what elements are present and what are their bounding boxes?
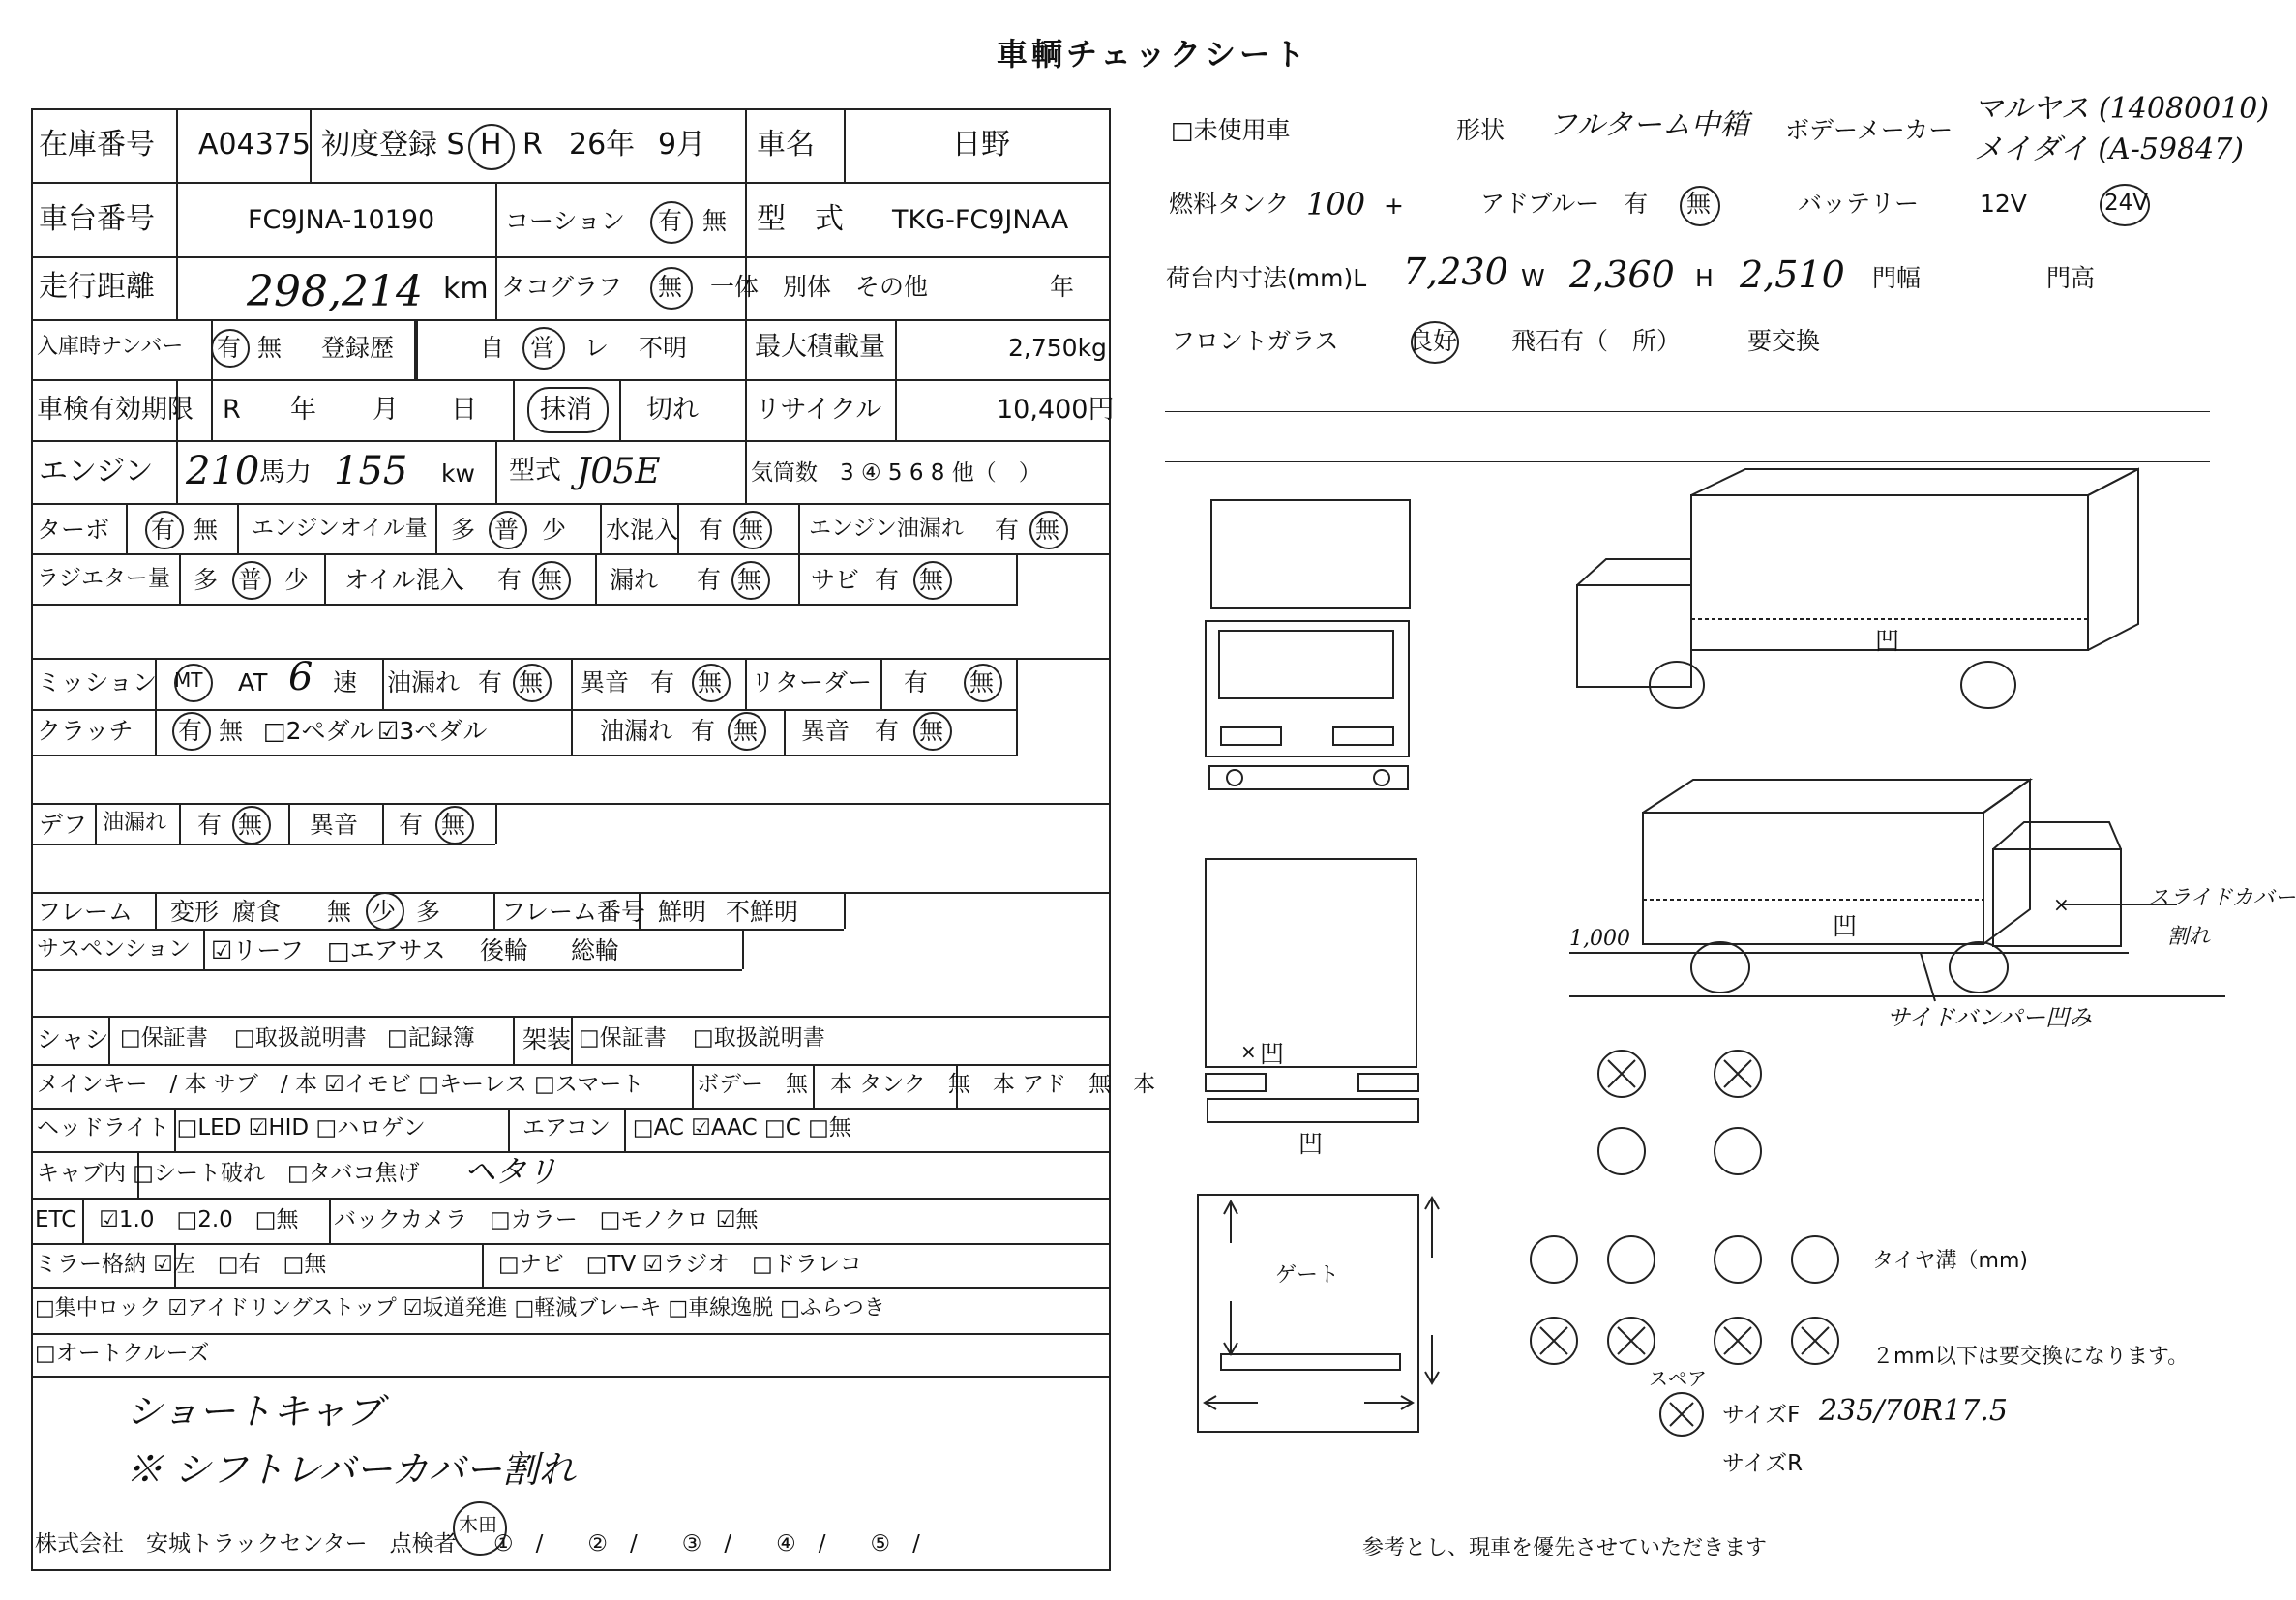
oil-mix-label: オイル混入 — [344, 566, 464, 594]
hp-value: 210 — [186, 449, 260, 493]
mileage: 298,214 — [247, 267, 423, 316]
mission-mt: MT — [174, 668, 203, 692]
leak-yes: 有 — [697, 566, 722, 594]
page-title: 車輌チェックシート — [997, 36, 1310, 73]
door-height: 門高 — [2046, 264, 2096, 292]
diff-noise-label: 異音 — [310, 811, 359, 839]
turbo-label: ターボ — [37, 516, 110, 544]
inspect-month: 月 — [373, 395, 399, 425]
tire-note: ２mm以下は要交換になります。 — [1872, 1345, 2190, 1369]
plate-yes: 有 — [217, 334, 242, 362]
checker-stamp: 木田 — [459, 1513, 497, 1536]
leak-label: 漏れ — [610, 566, 659, 594]
frame-label: フレーム — [37, 898, 134, 926]
susp-rear: 後輪 — [480, 936, 529, 964]
dim-h: 2,510 — [1740, 253, 1845, 296]
recycle-label: リサイクル — [755, 395, 882, 425]
headlight: ヘッドライト □LED ☑HID □ハロゲン — [37, 1115, 426, 1141]
coating-no: 無 — [702, 207, 728, 235]
water-mix-no: 無 — [739, 516, 764, 544]
diff-noise-yes: 有 — [399, 811, 424, 839]
plate-no: 無 — [257, 334, 283, 362]
windshield-good: 良好 — [1409, 327, 1458, 355]
radiator-more: 多 — [194, 566, 219, 594]
frame-no-clear: 鮮明 — [658, 898, 707, 926]
stock-no-label: 在庫番号 — [39, 128, 155, 162]
turbo-no: 無 — [194, 516, 219, 544]
first-reg-r: R — [522, 128, 543, 162]
eng-model-label: 型式 — [509, 456, 561, 486]
side-note-slide-cover: スライドカバー — [2148, 886, 2296, 910]
mission-speeds: 6 — [288, 655, 313, 699]
reg-hist-own: 自 — [480, 334, 505, 362]
dims-label: 荷台内寸法(mm)L — [1166, 264, 1367, 292]
model: TKG-FC9JNAA — [892, 205, 1069, 235]
mission-noise-label: 異音 — [581, 668, 630, 696]
frame-no-label: フレーム番号 — [501, 898, 646, 926]
clutch-leak-no: 無 — [733, 717, 759, 745]
size-f-label: サイズF — [1722, 1403, 1801, 1428]
kw-unit: kw — [441, 459, 475, 488]
first-reg-year: 26年 — [569, 128, 636, 162]
features: □集中ロック ☑アイドリングストップ ☑坂道発進 □軽減ブレーキ □車線逸脱 □ふらつき — [35, 1296, 885, 1320]
engine-leak-no: 無 — [1035, 516, 1060, 544]
clutch-noise-label: 異音 — [801, 717, 850, 745]
chassis-no: FC9JNA-10190 — [248, 205, 435, 235]
frame-none: 無 — [327, 898, 352, 926]
battery-label: バッテリー — [1798, 190, 1920, 218]
mission-leak-no: 無 — [519, 668, 544, 696]
first-reg-month: 9月 — [658, 128, 706, 162]
car-name: 日野 — [952, 128, 1010, 162]
coating-yes: 有 — [658, 207, 683, 235]
rust-label: サビ — [811, 566, 860, 594]
clutch-yes: 有 — [178, 717, 203, 745]
etc: ETC ☑1.0 □2.0 □無 — [35, 1207, 299, 1232]
oil-amount-normal: 普 — [494, 516, 520, 544]
body-maker-2: メイダイ (A-59847) — [1974, 133, 2244, 166]
body-doc-warranty: □保証書 — [579, 1025, 667, 1051]
battery-12v: 12V — [1980, 190, 2027, 218]
mission-label: ミッション — [37, 668, 158, 696]
dim-w: 2,360 — [1569, 253, 1675, 296]
chassis-doc-record: □記録簿 — [387, 1025, 475, 1051]
battery-24v: 24V — [2104, 191, 2149, 216]
retarder-no: 無 — [969, 668, 995, 696]
rust-no: 無 — [919, 566, 944, 594]
retarder-yes: 有 — [904, 668, 929, 696]
reg-hist-unknown: 不明 — [639, 334, 688, 362]
eng-model: J05E — [577, 452, 661, 491]
clutch-no: 無 — [219, 717, 244, 745]
dim-h-label: H — [1695, 264, 1714, 292]
size-f: 235/70R17.5 — [1819, 1394, 2008, 1428]
chassis-doc-label: シャシ — [37, 1025, 109, 1053]
reg-hist-label: 登録歴 — [321, 334, 395, 362]
engine-label: エンジン — [39, 455, 154, 489]
dent-mark-2: 凹 — [1833, 912, 1858, 940]
cylinders: 気筒数 3 ④ 5 6 8 他（ ） — [751, 460, 1041, 486]
frame-corrosion: 腐食 — [232, 898, 282, 926]
radiator-less: 少 — [284, 566, 310, 594]
engine-leak-label: エンジン油漏れ — [809, 516, 964, 541]
mission-speed-unit: 速 — [333, 668, 358, 696]
plate-label: 入庫時ナンバー — [37, 335, 184, 359]
coating-label: コーション — [505, 207, 626, 235]
bumper-note: サイドバンパー凹み — [1887, 1004, 2093, 1031]
clutch-noise-yes: 有 — [875, 717, 900, 745]
inspect-expired: 切れ — [646, 395, 699, 425]
x-mark-1: × — [1240, 1040, 1257, 1063]
inspect-cancel: 抹消 — [540, 395, 592, 425]
frame-deform: 変形 — [170, 898, 220, 926]
checkers: ① / ② / ③ / ④ / ⑤ / — [493, 1531, 920, 1556]
leak-no: 無 — [737, 566, 762, 594]
reg-hist-rental: レ — [584, 334, 610, 362]
diff-leak-yes: 有 — [197, 811, 223, 839]
car-name-label: 車名 — [757, 128, 815, 162]
clutch-leak-yes: 有 — [691, 717, 716, 745]
diff-leak-label: 油漏れ — [103, 811, 167, 835]
chassis-doc-warranty: □保証書 — [120, 1025, 208, 1051]
engine-leak-yes: 有 — [995, 516, 1020, 544]
fuel: 100 — [1306, 186, 1366, 222]
stock-no: A04375 — [198, 128, 311, 162]
mirror: ミラー格納 ☑左 □右 □無 — [35, 1252, 327, 1277]
inspect-year: 年 — [290, 395, 316, 425]
side-note-cracked: 割れ — [2167, 925, 2211, 949]
diff-label: デフ — [39, 811, 88, 839]
dent-mark-3: 凹 — [1260, 1040, 1285, 1068]
max-load: 2,750kg — [1008, 334, 1107, 362]
model-label: 型 式 — [757, 202, 844, 236]
diff-leak-no: 無 — [238, 811, 263, 839]
diff-noise-no: 無 — [441, 811, 466, 839]
susp-label: サスペンション — [37, 936, 192, 962]
backcam: バックカメラ □カラー □モノクロ ☑無 — [334, 1207, 759, 1232]
clutch-leak-label: 油漏れ — [600, 717, 673, 745]
chassis-doc-manual: □取扱説明書 — [234, 1025, 367, 1051]
chassis-no-label: 車台番号 — [39, 202, 155, 236]
frame-much: 多 — [416, 898, 441, 926]
spare-label: スペア — [1649, 1367, 1707, 1390]
door-width: 門幅 — [1872, 264, 1922, 292]
company-name: 株式会社 安城トラックセンター 点検者 — [35, 1531, 457, 1556]
mission-leak-label: 油漏れ — [387, 668, 461, 696]
water-mix-label: 水混入 — [606, 516, 679, 544]
body-maker: マルヤス (14080010) — [1974, 92, 2270, 126]
replace: 要交換 — [1747, 327, 1821, 355]
mission-leak-yes: 有 — [478, 668, 503, 696]
size-r-label: サイズR — [1722, 1451, 1804, 1476]
fuel-plus: + — [1384, 192, 1404, 220]
cab-interior: キャブ内 □シート破れ □タバコ焦げ — [37, 1161, 420, 1186]
tacho-label: タコグラフ — [501, 273, 623, 301]
frame-little: 少 — [372, 898, 397, 926]
hp-unit: 馬力 — [259, 458, 312, 488]
mileage-label: 走行距離 — [39, 270, 155, 304]
oil-amount-less: 少 — [542, 516, 567, 544]
oil-amount-label: エンジンオイル量 — [252, 516, 428, 541]
frame-no-unclear: 不鮮明 — [726, 898, 799, 926]
gate-label: ゲート — [1275, 1263, 1340, 1288]
unused-vehicle: □未使用車 — [1171, 116, 1291, 144]
susp-leaf: ☑リーフ — [211, 936, 305, 964]
clutch-2pedal: □2ペダル — [263, 717, 374, 745]
tire-depth-label: タイヤ溝（mm) — [1872, 1249, 2029, 1273]
tacho-year: 年 — [1050, 273, 1075, 301]
susp-air: □エアサス — [327, 936, 446, 964]
inspect-r: R — [223, 395, 241, 425]
mission-noise-yes: 有 — [650, 668, 675, 696]
fuel-label: 燃料タンク — [1169, 190, 1290, 218]
shape: フルターム中箱 — [1548, 108, 1749, 142]
oil-amount-more: 多 — [451, 516, 476, 544]
inspect-label: 車検有効期限 — [37, 395, 194, 425]
first-reg-label: 初度登録 S — [321, 128, 465, 162]
oil-mix-no: 無 — [538, 566, 563, 594]
radiator-label: ラジエター量 — [37, 566, 170, 591]
dim-l: 7,230 — [1403, 251, 1508, 293]
max-load-label: 最大積載量 — [755, 332, 885, 362]
chips: 飛石有（ 所） — [1511, 327, 1682, 355]
footer-note: 参考とし、現車を優先させていただきます — [1362, 1536, 1768, 1560]
dim-w-label: W — [1521, 264, 1545, 292]
oil-mix-yes: 有 — [497, 566, 522, 594]
body-maker-label: ボデーメーカー — [1785, 116, 1953, 144]
note-shift-lever: ※ シフトレバーカバー割れ — [126, 1448, 576, 1491]
windshield-label: フロントガラス — [1171, 327, 1339, 355]
inspect-day: 日 — [451, 395, 477, 425]
shape-label: 形状 — [1456, 116, 1506, 144]
first-reg-h: H — [480, 128, 502, 162]
tacho-none: 無 — [658, 273, 683, 301]
mission-noise-no: 無 — [698, 668, 723, 696]
mileage-unit: km — [443, 272, 489, 306]
cruise: □オートクルーズ — [35, 1341, 210, 1366]
body-doc-manual: □取扱説明書 — [693, 1025, 825, 1051]
water-mix-yes: 有 — [699, 516, 724, 544]
kw-value: 155 — [334, 449, 408, 493]
reg-hist-business: 営 — [530, 334, 555, 362]
turbo-yes: 有 — [151, 516, 176, 544]
cab-note: ヘタリ — [464, 1153, 558, 1190]
note-short-cab: ショートキャブ — [126, 1390, 383, 1433]
adblue-label: アドブルー 有 — [1480, 190, 1649, 218]
options: □ナビ □TV ☑ラジオ □ドラレコ — [498, 1252, 862, 1277]
mission-at: AT — [238, 668, 268, 696]
x-mark-2: × — [2053, 893, 2070, 916]
clutch-label: クラッチ — [37, 717, 134, 745]
tacho-opts: 一体 別体 その他 — [710, 273, 929, 301]
keys: メインキー / 本 サブ / 本 ☑イモビ □キーレス □スマート — [37, 1072, 644, 1097]
dent-mark-1: 凹 — [1875, 627, 1900, 655]
recycle: 10,400円 — [997, 395, 1115, 425]
body-keys: ボデー 無 本 タンク 無 本 アド 無 本 — [697, 1072, 1156, 1097]
scale-1000: 1,000 — [1569, 927, 1630, 951]
rust-yes: 有 — [875, 566, 900, 594]
retarder-label: リターダー — [751, 668, 873, 696]
clutch-noise-no: 無 — [919, 717, 944, 745]
aircon: エアコン □AC ☑AAC □C □無 — [522, 1115, 851, 1141]
radiator-normal: 普 — [238, 566, 263, 594]
clutch-3pedal: ☑3ペダル — [377, 717, 488, 745]
susp-all: 総輪 — [571, 936, 620, 964]
adblue-no: 無 — [1686, 190, 1712, 218]
body-doc-label: 架装 — [522, 1025, 572, 1053]
dent-mark-4: 凹 — [1298, 1130, 1324, 1158]
